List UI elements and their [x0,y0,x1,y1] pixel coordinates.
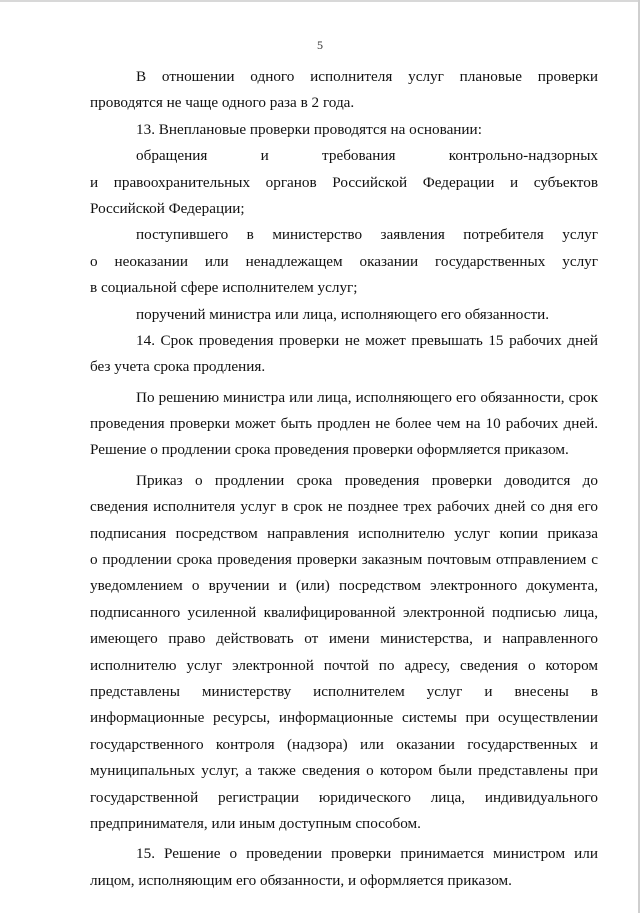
text-line: без учета срока продления. [90,358,266,376]
text-line: сведения исполнителя услуг в срок не позднее трех рабочих дней со дня его [90,498,598,516]
text-line: уведомлением о вручении и (или) посредством электронного документа, [90,577,598,595]
text-line: По решению министра или лица, исполняющего его обязанности, срок [136,388,598,406]
text-line: муниципальных услуг, а также сведения о котором были представлены при [90,762,598,780]
text-line: 13. Внеплановые проверки проводятся на основании: [136,120,482,138]
text-line: 14. Срок проведения проверки не может превышать 15 рабочих дней [136,331,598,349]
text-line: о неоказании или ненадлежащем оказании государственных услуг [90,252,598,270]
text-line: Решение о продлении срока проведения проверки оформляется приказом. [90,441,569,459]
text-line: исполнителю услуг электронной почтой по адресу, сведения о котором [90,656,598,674]
text-line: и правоохранительных органов Российской Федерации и субъектов [90,173,598,191]
page-number: 5 [317,38,323,52]
text-line: предпринимателя, или иным доступным способом. [90,814,421,832]
text-line: Российской Федерации; [90,199,245,217]
text-line: поступившего в министерство заявления потребителя услуг [136,226,598,244]
text-line: государственного контроля (надзора) или оказании государственных и [90,735,598,753]
scan-edge-top [0,0,640,2]
text-line: поручений министра или лица, исполняющего его обязанности. [136,305,550,323]
text-line: 15. Решение о проведении проверки принимается министром или [136,845,598,863]
text-line: имеющего право действовать от имени министерства, и направленного [90,630,598,648]
text-line: обращения и требования контрольно-надзорных [136,147,598,165]
text-line: проводятся не чаще одного раза в 2 года. [90,94,355,112]
text-line: проведения проверки может быть продлен не более чем на 10 рабочих дней. [90,415,598,433]
text-line: представлены министерству исполнителем услуг и внесены в [90,682,598,700]
text-line: Приказ о продлении срока проведения проверки доводится до [136,471,598,489]
text-line: государственной регистрации юридического лица, индивидуального [90,788,598,806]
text-line: лицом, исполняющим его обязанности, и оформляется приказом. [90,871,512,889]
text-line: информационные ресурсы, информационные системы при осуществлении [90,709,598,727]
document-body [90,64,598,894]
text-line: в социальной сфере исполнителем услуг; [90,279,358,297]
text-line: подписанного усиленной квалифицированной электронной подписью лица, [90,603,598,621]
text-line: подписания посредством направления исполнителю услуг копии приказа [90,524,598,542]
text-line: о продлении срока проведения проверки заказным почтовым отправлением с [90,551,598,569]
text-line: В отношении одного исполнителя услуг плановые проверки [136,68,598,85]
